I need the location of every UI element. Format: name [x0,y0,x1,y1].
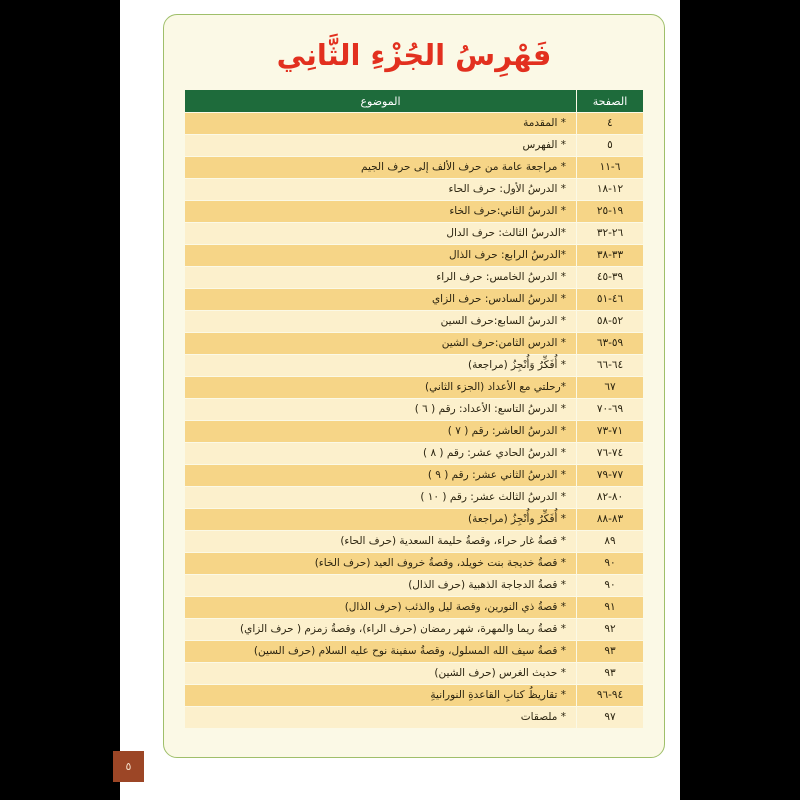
table-row [185,443,643,464]
cell-subject: * أُفَكِّرُ وأُنْجِزُ (مراجعة) [185,509,576,530]
cell-page: ٦٤-٦٦ [577,355,643,376]
cell-subject: *الدرسُ الثالث: حرف الدال [185,223,576,244]
column-header-subject: الموضوع [185,90,576,112]
table-row [185,619,643,640]
table-row [185,311,643,332]
cell-page: ٧٧-٧٩ [577,465,643,486]
table-row [185,113,643,134]
cell-subject: * قصةُ سيف الله المسلول، وقصةُ سفينة نوح عليه السلام (حرف السين) [185,641,576,662]
cell-subject: * الدرسُ الثاني:حرف الخاء [185,201,576,222]
column-header-page: الصفحة [577,90,643,112]
cell-subject: * حديث الغرس (حرف الشين) [185,663,576,684]
page-number-badge: ٥ [113,751,144,782]
cell-subject: * المقدمة [185,113,576,134]
table-row [185,531,643,552]
cell-subject: * مراجعة عامة من حرف الألف إلى حرف الجيم [185,157,576,178]
cell-subject: * الفهرس [185,135,576,156]
cell-subject: * الدرسُ العاشر: رقم ( ٧ ) [185,421,576,442]
cell-subject: *رحلتي مع الأعداد (الجزء الثاني) [185,377,576,398]
table-row [185,663,643,684]
cell-page: ٥ [577,135,643,156]
cell-subject: * الدرسُ الخامس: حرف الراء [185,267,576,288]
cell-subject: * الدرسُ الثالث عشر: رقم ( ١٠ ) [185,487,576,508]
cell-subject: * الدرسُ الثاني عشر: رقم ( ٩ ) [185,465,576,486]
table-row [185,465,643,486]
table-row [185,157,643,178]
table-row [185,575,643,596]
table-row [185,685,643,706]
table-body [185,113,643,728]
table-row [185,201,643,222]
table-row [185,509,643,530]
table-row [185,399,643,420]
cell-page: ٩٣ [577,663,643,684]
cell-subject: * قصةُ خديجة بنت خويلد، وقصةُ خروف العيد (حرف الخاء) [185,553,576,574]
cell-subject: * قصةُ غار حراء، وقصةُ حليمة السعدية (حرف الحاء) [185,531,576,552]
table-row [185,289,643,310]
cell-subject: * ملصقات [185,707,576,728]
table-row [185,333,643,354]
cell-page: ٢٦-٣٢ [577,223,643,244]
cell-subject: * قصةُ ذي النورين، وقصة ليل والذئب (حرف الذال) [185,597,576,618]
page-title: فَهْرِسُ الجُزْءِ الثَّانِي [276,38,552,72]
cell-page: ٨٣-٨٨ [577,509,643,530]
table-row [185,377,643,398]
cell-page: ٤٦-٥١ [577,289,643,310]
cell-page: ٩٠ [577,553,643,574]
cell-subject: * قصةُ ريما والمهرة، شهر رمضان (حرف الراء)، وقصةُ زمزم ( حرف الزاي) [185,619,576,640]
table-header-row [185,90,643,112]
cell-subject: * قصةُ الدجاجة الذهبية (حرف الذال) [185,575,576,596]
cell-page: ٣٣-٣٨ [577,245,643,266]
cell-subject: * تقاريظُ كتابِ القاعدةِ النورانيةِ [185,685,576,706]
cell-subject: * الدرسُ السادس: حرف الزاي [185,289,576,310]
cell-page: ٩٢ [577,619,643,640]
table-row [185,245,643,266]
table-row [185,179,643,200]
table-header [185,90,643,112]
cell-page: ٩٣ [577,641,643,662]
cell-page: ٦٩-٧٠ [577,399,643,420]
table-row [185,355,643,376]
table-row [185,553,643,574]
table-row [185,597,643,618]
cell-page: ٧١-٧٣ [577,421,643,442]
cell-subject: * أُفَكِّرُ وَأُنْجِزُ (مراجعة) [185,355,576,376]
cell-page: ٧٤-٧٦ [577,443,643,464]
cell-page: ١٩-٢٥ [577,201,643,222]
cell-page: ٩٧ [577,707,643,728]
cell-page: ٩٠ [577,575,643,596]
cell-page: ٥٩-٦٣ [577,333,643,354]
table-row [185,487,643,508]
cell-page: ٦-١١ [577,157,643,178]
cell-page: ٩٤-٩٦ [577,685,643,706]
cell-page: ٥٢-٥٨ [577,311,643,332]
cell-page: ٨٠-٨٢ [577,487,643,508]
cell-subject: * الدرس الثامن:حرف الشين [185,333,576,354]
cell-subject: * الدرسُ الحادي عشر: رقم ( ٨ ) [185,443,576,464]
cell-subject: * الدرسُ الأول: حرف الحاء [185,179,576,200]
cell-subject: *الدرسُ الرابع: حرف الذال [185,245,576,266]
cell-subject: * الدرسُ التاسع: الأعداد: رقم ( ٦ ) [185,399,576,420]
cell-subject: * الدرسُ السابع:حرف السين [185,311,576,332]
cell-page: ٤ [577,113,643,134]
cell-page: ٨٩ [577,531,643,552]
table-row [185,135,643,156]
table-row [185,707,643,728]
book-page [163,14,665,758]
cell-page: ١٢-١٨ [577,179,643,200]
table-row [185,421,643,442]
table-of-contents [184,89,644,729]
cell-page: ٣٩-٤٥ [577,267,643,288]
table-row [185,641,643,662]
table-row [185,223,643,244]
cell-page: ٦٧ [577,377,643,398]
cell-page: ٩١ [577,597,643,618]
table-row [185,267,643,288]
